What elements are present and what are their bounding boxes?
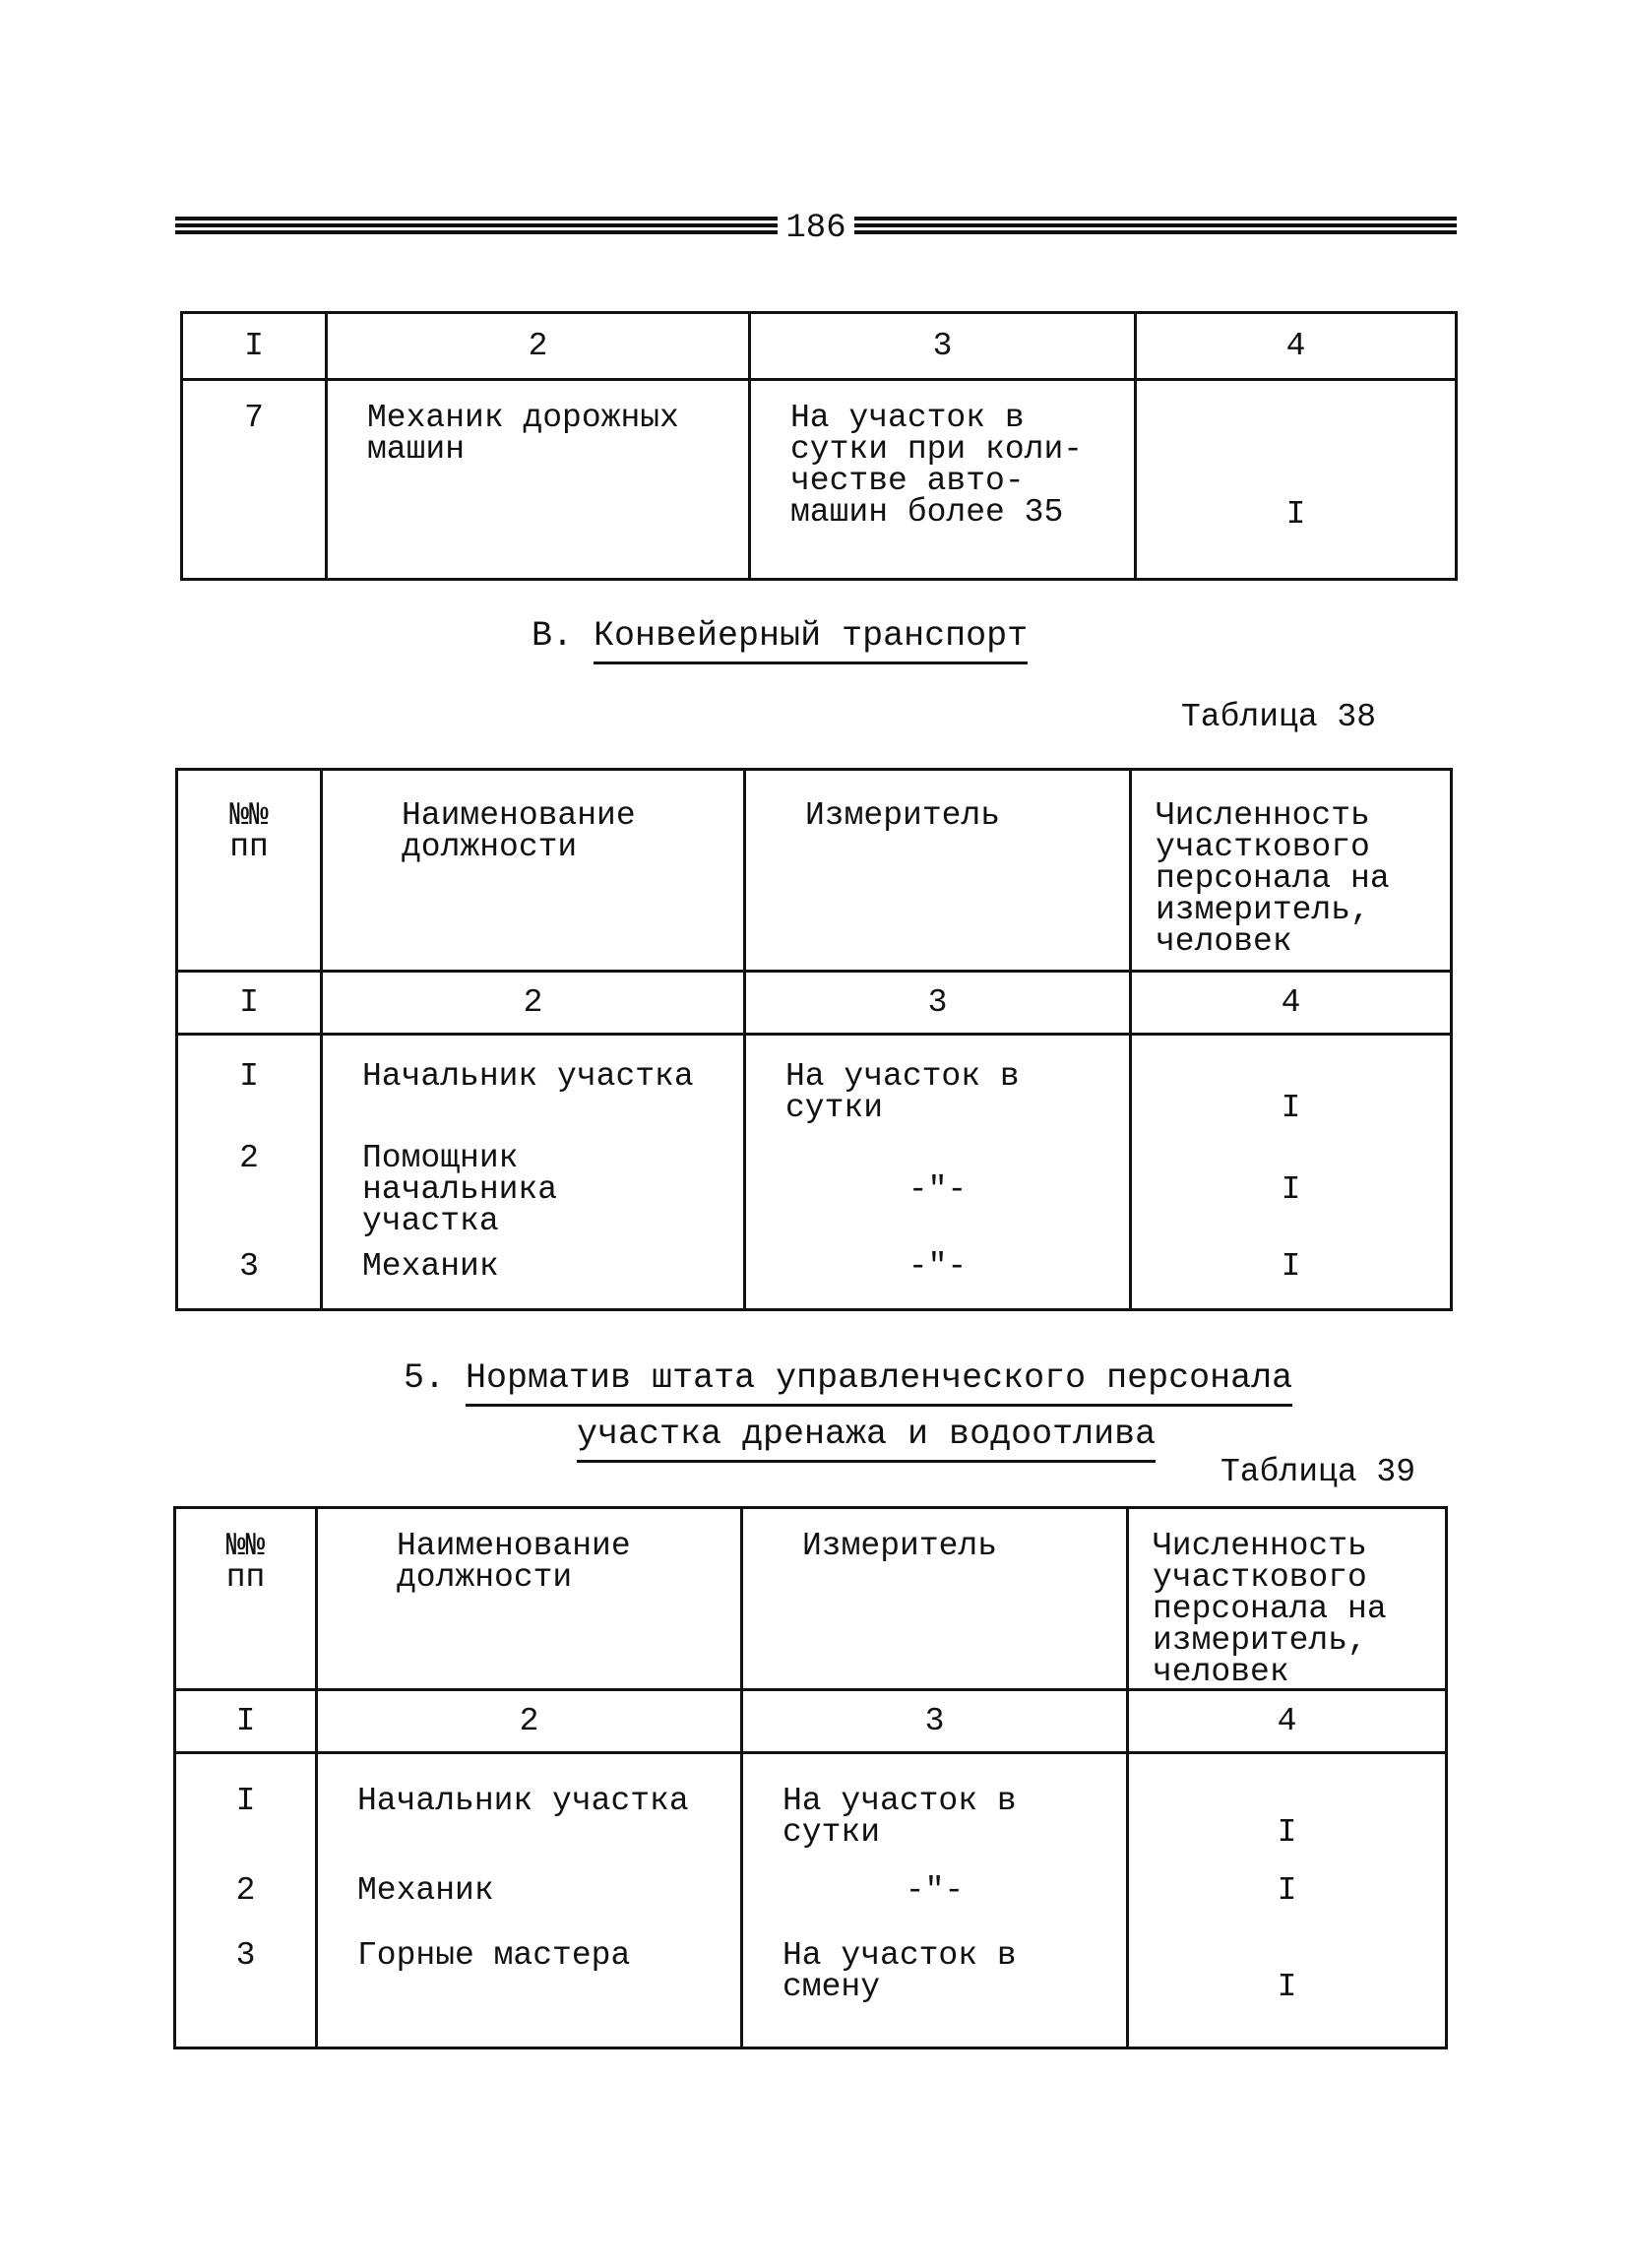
section-heading-5-line2 bbox=[577, 1415, 1156, 1454]
section-prefix: 5. bbox=[404, 1358, 446, 1398]
table-label: Таблица 39 bbox=[1220, 1454, 1416, 1490]
table-label: Таблица 38 bbox=[1181, 699, 1377, 735]
page-header bbox=[175, 207, 1457, 250]
table-header-row bbox=[175, 1508, 1447, 1690]
measure-unit: На участок в сутки при коли- честве авто- машин более 35 bbox=[790, 400, 1084, 531]
measure-unit: -"- bbox=[905, 1871, 965, 1909]
table-continuation bbox=[180, 311, 1458, 581]
table-row bbox=[177, 1131, 1452, 1237]
section-prefix: В. bbox=[532, 616, 574, 656]
column-header: Измеритель bbox=[802, 1528, 998, 1564]
column-number: 2 bbox=[327, 313, 750, 380]
row-number: 2 bbox=[239, 1139, 259, 1176]
row-number: 3 bbox=[239, 1247, 259, 1285]
table-header-row bbox=[177, 770, 1452, 972]
column-number: 2 bbox=[317, 1690, 742, 1753]
column-number: 3 bbox=[750, 313, 1136, 380]
column-header: Численность участкового персонала на измеритель, человек bbox=[1156, 797, 1390, 960]
measure-unit: На участок в сутки bbox=[782, 1783, 1017, 1851]
row-number: 2 bbox=[235, 1871, 256, 1909]
table-38 bbox=[175, 768, 1453, 1311]
row-number: I bbox=[239, 1058, 259, 1095]
table-header-row bbox=[182, 313, 1457, 380]
column-header: №№ пп bbox=[225, 1528, 266, 1596]
measure-unit: На участок в смену bbox=[782, 1936, 1017, 2005]
position-name: Начальник участка bbox=[362, 1058, 694, 1095]
section-title-line2: участка дренажа и водоотлива bbox=[577, 1415, 1156, 1463]
position-name: Начальник участка bbox=[357, 1783, 689, 1819]
column-number: 4 bbox=[1136, 313, 1457, 380]
column-number: 4 bbox=[1128, 1690, 1447, 1753]
staff-count: I bbox=[1285, 496, 1306, 533]
header-rule-left bbox=[175, 217, 778, 238]
column-header: Наименование должности bbox=[397, 1528, 631, 1596]
column-number: I bbox=[175, 1690, 317, 1753]
column-header: Наименование должности bbox=[402, 797, 636, 865]
table-row bbox=[177, 1237, 1452, 1310]
measure-unit: На участок в сутки bbox=[785, 1058, 1020, 1126]
table-row bbox=[175, 1859, 1447, 1921]
position-name: Механик bbox=[357, 1871, 494, 1909]
position-name: Помощник начальника участка bbox=[362, 1139, 558, 1239]
table-row bbox=[175, 1753, 1447, 1859]
page-number: 186 bbox=[785, 210, 846, 247]
column-number: I bbox=[177, 972, 322, 1035]
column-header: №№ пп bbox=[229, 797, 269, 865]
column-number: 3 bbox=[742, 1690, 1128, 1753]
column-number: 2 bbox=[322, 972, 745, 1035]
staff-count: I bbox=[1277, 1814, 1297, 1851]
column-number-row bbox=[177, 972, 1452, 1035]
column-number: 3 bbox=[745, 972, 1131, 1035]
section-title: Конвейерный транспорт bbox=[594, 616, 1028, 664]
column-number: I bbox=[182, 313, 327, 380]
table-row bbox=[177, 1035, 1452, 1131]
column-header: Измеритель bbox=[805, 797, 1001, 834]
table-row bbox=[175, 1921, 1447, 2048]
row-number: 7 bbox=[244, 400, 264, 436]
section-heading-v bbox=[532, 616, 1028, 656]
header-rule-right bbox=[854, 217, 1457, 238]
row-number: I bbox=[235, 1783, 256, 1819]
position-name: Механик bbox=[362, 1247, 499, 1285]
column-header: Численность участкового персонала на измеритель, человек bbox=[1153, 1528, 1387, 1690]
position-name: Механик дорожных машин bbox=[367, 400, 679, 468]
staff-count: I bbox=[1277, 1871, 1297, 1909]
section-heading-5 bbox=[404, 1358, 1292, 1398]
table-row bbox=[182, 380, 1457, 580]
table-39 bbox=[173, 1506, 1448, 2049]
column-number: 4 bbox=[1131, 972, 1452, 1035]
section-title-line1: Норматив штата управленческого персонала bbox=[466, 1358, 1292, 1407]
position-name: Горные мастера bbox=[357, 1936, 631, 1974]
measure-unit: -"- bbox=[907, 1247, 968, 1285]
staff-count: I bbox=[1277, 1968, 1297, 2005]
staff-count: I bbox=[1281, 1170, 1301, 1208]
staff-count: I bbox=[1281, 1090, 1301, 1126]
column-number-row bbox=[175, 1690, 1447, 1753]
staff-count: I bbox=[1281, 1247, 1301, 1285]
row-number: 3 bbox=[235, 1936, 256, 1974]
measure-unit: -"- bbox=[907, 1170, 968, 1208]
